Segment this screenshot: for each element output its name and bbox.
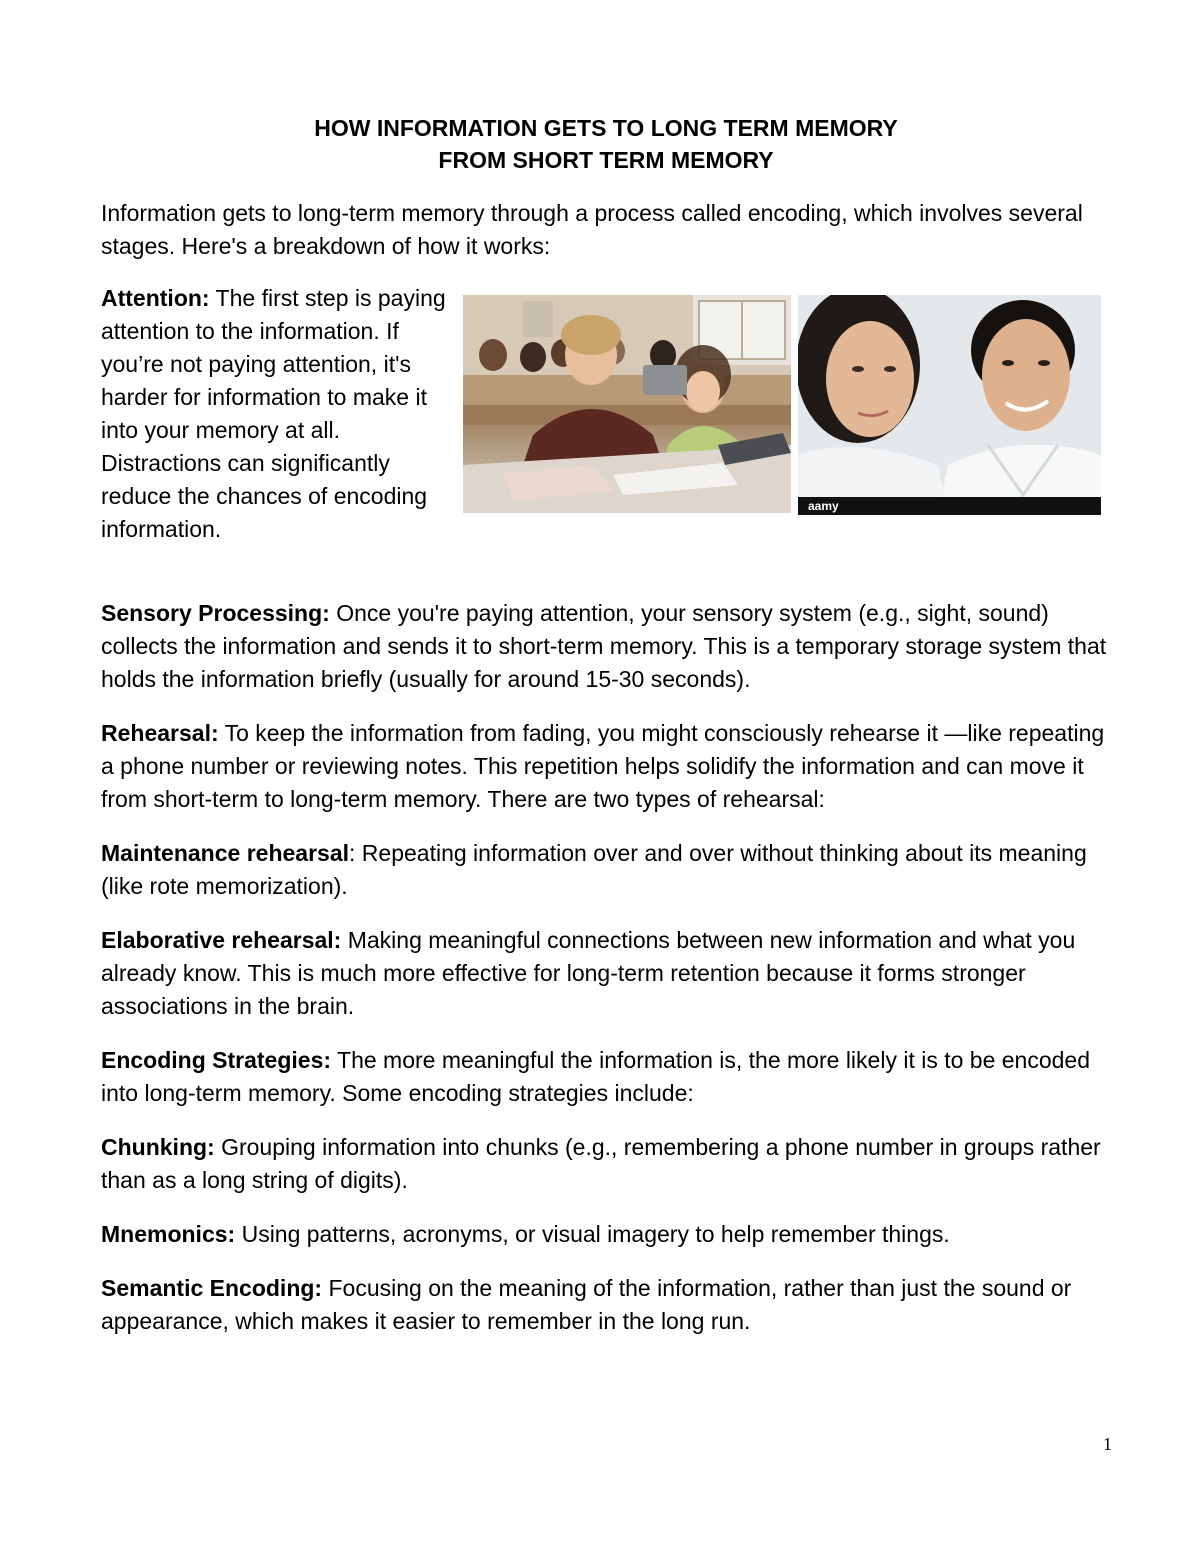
attention-paragraph xyxy=(101,282,456,546)
title-line-1: HOW INFORMATION GETS TO LONG TERM MEMORY xyxy=(314,115,898,141)
page-number: 1 xyxy=(1103,1434,1112,1454)
elaborative-paragraph xyxy=(101,924,1111,1023)
rehearsal-paragraph xyxy=(101,717,1111,816)
elaborative-text: Making meaningful connections between new information and what you already know. This is much more effective for long-term retention because it forms stronger associations in the brain. xyxy=(101,927,1076,1019)
mnemonics-term: Mnemonics: xyxy=(101,1221,236,1247)
intro-paragraph: Information gets to long-term memory through a process called encoding, which involves several stages. Here's a breakdown of how it works: xyxy=(101,200,1083,259)
two-students-photo xyxy=(798,295,1101,515)
elaborative-term: Elaborative rehearsal: xyxy=(101,927,342,953)
photo-watermark-logo: aamy xyxy=(808,499,839,513)
encoding-paragraph xyxy=(101,1044,1111,1110)
chunking-text: Grouping information into chunks (e.g., remembering a phone number in groups rather than as a long string of digits). xyxy=(101,1134,1101,1193)
semantic-term: Semantic Encoding: xyxy=(101,1275,323,1301)
chunking-term: Chunking: xyxy=(101,1134,215,1160)
semantic-paragraph xyxy=(101,1272,1111,1338)
attention-text: The first step is paying attention to the information. If you’re not paying attention, it's harder for information to make it into your memory at all. Distractions can significantly reduce the chances of encoding information. xyxy=(101,285,446,542)
mnemonics-paragraph xyxy=(101,1218,1111,1251)
maintenance-paragraph xyxy=(101,837,1111,903)
chunking-paragraph xyxy=(101,1131,1111,1197)
classroom-photo-art xyxy=(463,295,791,513)
document-page xyxy=(101,112,1111,1359)
two-students-photo-art xyxy=(798,295,1101,515)
sensory-term: Sensory Processing: xyxy=(101,600,330,626)
encoding-term: Encoding Strategies: xyxy=(101,1047,332,1073)
title-line-2: FROM SHORT TERM MEMORY xyxy=(438,147,774,173)
maintenance-term: Maintenance rehearsal xyxy=(101,840,350,866)
semantic-text: Focusing on the meaning of the information, rather than just the sound or appearance, which makes it easier to remember in the long run. xyxy=(101,1275,1072,1334)
rehearsal-text: To keep the information from fading, you might consciously rehearse it —like repeating a phone number or reviewing notes. This repetition helps solidify the information and can move it from short-term to long-term memory. There are two types of rehearsal: xyxy=(101,720,1105,812)
classroom-students-photo xyxy=(463,295,791,513)
document-title xyxy=(101,112,1111,176)
maintenance-text: : Repeating information over and over without thinking about its meaning (like rote memorization). xyxy=(101,840,1087,899)
mnemonics-text: Using patterns, acronyms, or visual imagery to help remember things. xyxy=(235,1221,950,1247)
attention-term: Attention: xyxy=(101,285,210,311)
encoding-text: The more meaningful the information is, the more likely it is to be encoded into long-term memory. Some encoding strategies include: xyxy=(101,1047,1091,1106)
sensory-text: Once you're paying attention, your sensory system (e.g., sight, sound) collects the information and sends it to short-term memory. This is a temporary storage system that holds the information briefly (usually for around 15-30 seconds). xyxy=(101,600,1107,692)
sensory-paragraph xyxy=(101,597,1111,696)
rehearsal-term: Rehearsal: xyxy=(101,720,219,746)
